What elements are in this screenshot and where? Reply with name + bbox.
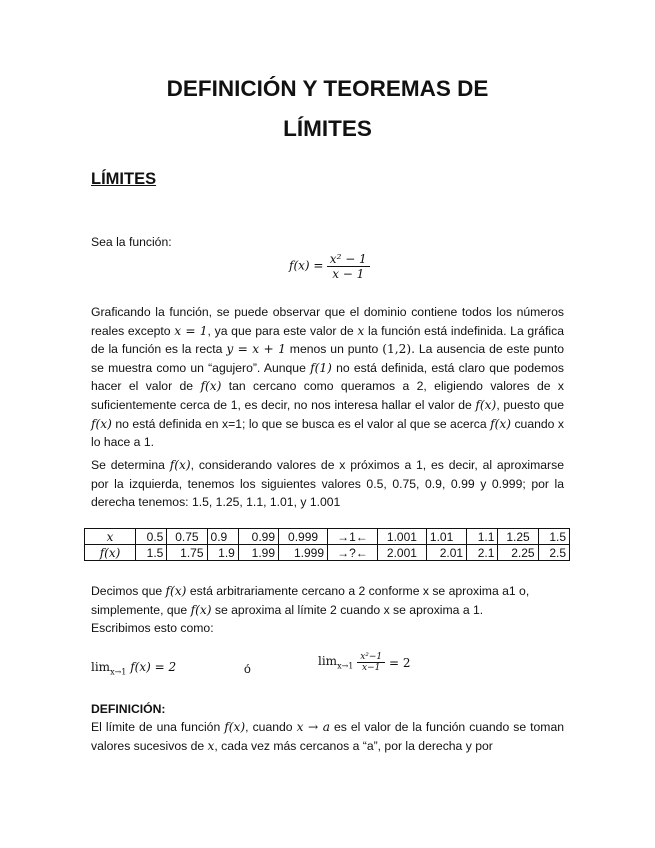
p1-math-3: y = x + 1 [226,342,286,357]
formula-denominator: x − 1 [332,267,365,281]
p1-text-5: La ausencia de este punto se muestra como un “agujero”. Aunque [91,342,564,375]
formula-fraction [327,252,370,281]
limit-expression-2 [318,652,411,673]
def-math-3: x [207,738,215,753]
table-cell: 2.25 [498,545,538,561]
page-title-line-1: DEFINICIÓN Y TEOREMAS DE [166,76,489,101]
p1-text-8: , puesto que [496,397,564,412]
lim2-base: lim [318,654,338,669]
p3-math-2: f(x) [190,602,212,617]
table-row-label-x: x [85,529,136,545]
def-math-2: x → a [296,720,330,734]
definition-text [91,718,564,755]
definition-heading: DEFINICIÓN: [91,702,166,716]
p1-math-1: x = 1 [174,323,208,338]
def-math-1: f(x) [224,720,246,734]
table-row-label-fx: f(x) [85,545,136,561]
p1-math-6: f(x) [200,379,222,394]
lim2-subscript: x→1 [337,661,354,671]
table-cell: 1.5 [136,545,167,561]
def-text-2: , cuando [245,720,293,734]
table-cell: 1.25 [498,529,538,545]
lim1-base: lim [91,660,111,674]
limit-expression-1 [91,660,176,676]
table-cell: 0.99 [238,529,278,545]
lim2-result: = 2 [388,655,411,670]
p3-text-4: Escribimos esto como: [91,621,214,636]
table-cell: 2.5 [538,545,569,561]
def-text-1: El límite de una función [91,720,221,734]
table-cell: →1← [328,529,378,545]
table-row-fx [85,545,570,561]
table-cell: 1.5 [538,529,569,545]
p1-text-4: menos un punto [289,342,379,357]
p1-text-10: cuando x lo hace a 1. [91,416,564,450]
table-cell: →?← [328,545,378,561]
formula-lhs: f(x) = [289,258,324,273]
p1-math-8: f(x) [91,416,112,431]
formula-numerator: x² − 1 [327,252,370,267]
table-row-x [85,529,570,545]
table-cell: 1.001 [377,529,426,545]
table-cell: 1.75 [167,545,207,561]
p1-text-9: no está definida en x=1; lo que se busca es el valor al que se acerca [115,416,487,431]
table-cell: 1.01 [426,529,466,545]
p3-text-1: Decimos que [91,584,163,598]
intro-text: Sea la función: [91,235,172,249]
p1-text-3: la función está indefinida. La gráfica de la función es la recta [91,323,564,357]
table-cell: 2.1 [467,545,498,561]
p1-math-5: f(1) [310,360,332,375]
p2-text-1: Se determina [91,458,165,472]
p1-math-2: x [357,323,365,338]
values-table [84,528,570,561]
paragraph-graph-explanation [91,303,564,452]
lim2-numerator: x²−1 [357,652,385,663]
section-heading-limites: LÍMITES [91,170,157,188]
p1-math-7: f(x) [475,397,497,412]
p2-text-2: , considerando valores de x próximos a 1, es decir, al aproximarse por la izquierda, tenemos los siguientes valores 0.5, 0.75, 0.9, 0.99 y 0.999; por la derecha tenemos: 1.5, 1.25, 1.1, 1.01, y 1.001 [91,458,564,510]
lim1-expression: f(x) = 2 [130,660,177,674]
p2-math-1: f(x) [169,458,191,472]
table-cell: 1.9 [207,545,238,561]
page-title-line-2: LÍMITES [283,116,372,141]
lim2-denominator: x−1 [362,663,381,673]
lim1-subscript: x→1 [110,667,127,677]
table-cell: 2.01 [426,545,466,561]
p3-math-1: f(x) [165,584,187,598]
lim2-fraction [357,652,385,673]
def-text-3: es el valor de la función cuando se toman valores sucesivos de [91,720,565,753]
table-cell: 2.001 [377,545,426,561]
p1-text-7: tan cercano como queramos a 2, eligiendo valores de x suficientemente cerca de 1, es decir, no nos interesa hallar el valor de [91,379,565,412]
table-cell: 0.9 [207,529,238,545]
table-cell: 1.99 [238,545,278,561]
table-cell: 1.1 [467,529,498,545]
table-cell: 0.999 [279,529,328,545]
paragraph-limit-statement [91,582,564,638]
p3-text-2: está arbitrariamente cercano a 2 conforme x se aproxima a1 o, simplemente, que [91,584,530,617]
or-separator: ó [244,662,251,676]
paragraph-approach-values [91,456,564,512]
p1-math-9: f(x) [490,416,511,431]
p1-math-4: (1,2). [382,342,415,357]
table-cell: 0.5 [136,529,167,545]
def-text-4: , cada vez más cercanos a “a”, por la derecha y por [214,738,493,753]
p1-text-6: no está definida, está claro que podemos hacer el valor de [91,360,564,394]
p3-text-3: se aproxima al límite 2 cuando x se aproxima a 1. [214,602,484,617]
table-cell: 1.999 [279,545,328,561]
table-cell: 0.75 [167,529,207,545]
p1-text-1: Graficando la función, se puede observar que el dominio contiene todos los números reales excepto [91,305,564,338]
function-formula [289,252,370,281]
p1-text-2: , ya que para este valor de [207,323,354,338]
